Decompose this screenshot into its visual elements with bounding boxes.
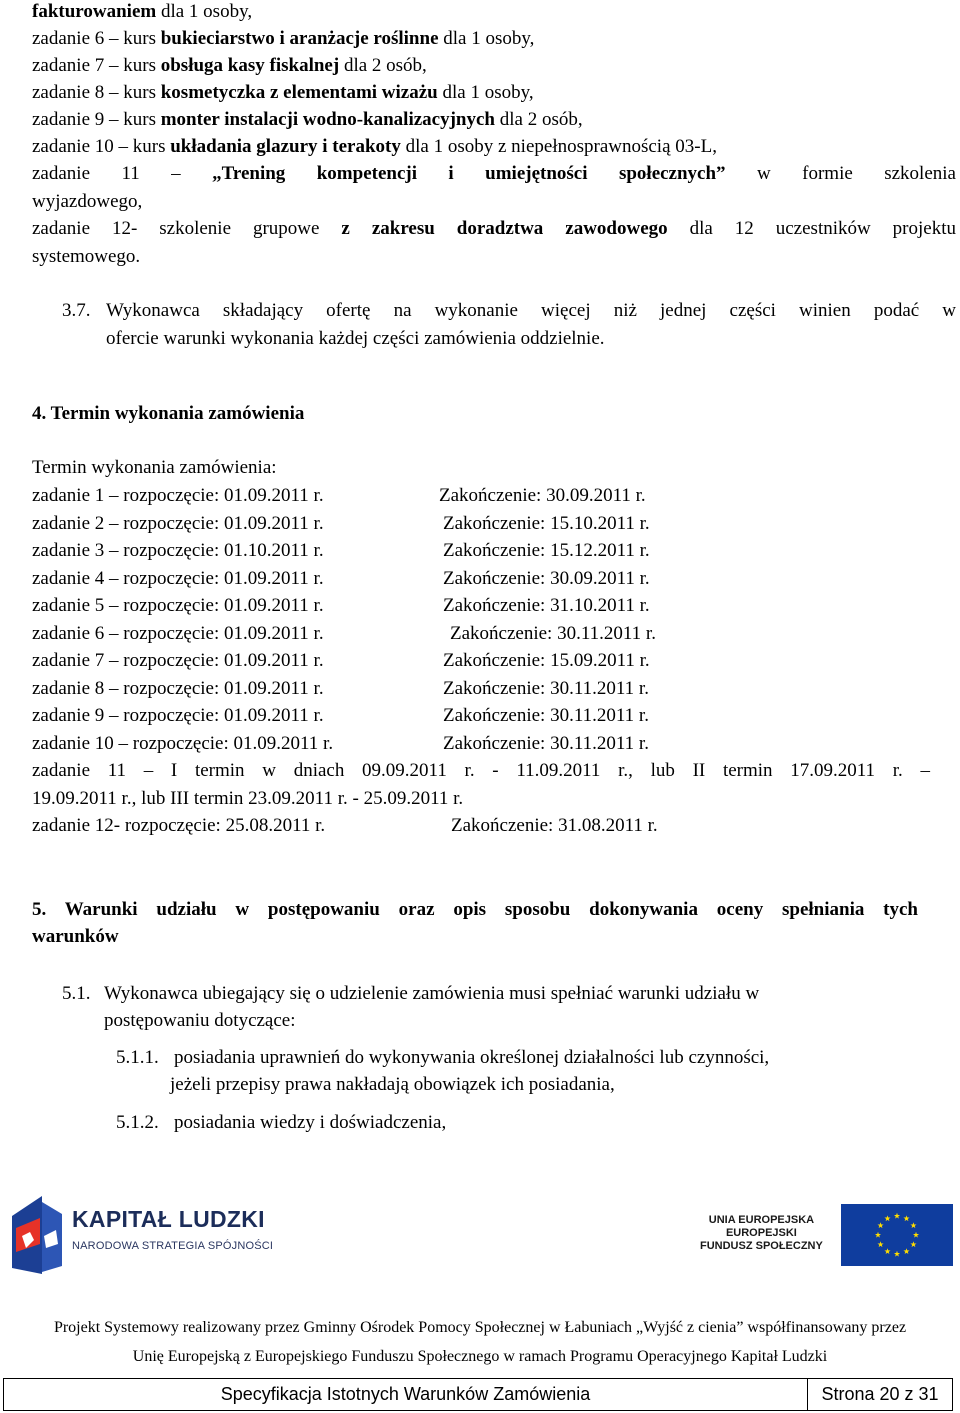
intro-line: [32, 135, 717, 159]
course-name: obsługa kasy fiskalnej: [160, 55, 340, 76]
section-5-1-2-line1: posiadania wiedzy i doświadczenia,: [174, 1112, 447, 1133]
intro-text: dla 1 osoby,: [156, 1, 253, 22]
task-12-name: z zakresu doradztwa zawodowego: [341, 218, 668, 239]
kapital-ludzki-title: KAPITAŁ LUDZKI: [72, 1206, 265, 1232]
schedule-row-start: zadanie 3 – rozpoczęcie: 01.10.2011 r.: [32, 540, 324, 561]
eu-caption-line1: UNIA EUROPEJSKA: [708, 1214, 815, 1226]
section-4-intro: Termin wykonania zamówienia:: [32, 457, 277, 478]
task-12-continuation: systemowego.: [32, 246, 141, 267]
schedule-row-end: Zakończenie: 30.11.2011 r.: [443, 705, 649, 726]
intro-line: [32, 0, 252, 24]
section-5-1-1-line1: posiadania uprawnień do wykonywania określonej działalności lub czynności,: [174, 1047, 770, 1068]
schedule-row-start: zadanie 2 – rozpoczęcie: 01.09.2011 r.: [32, 512, 324, 534]
section-5-1-number: 5.1.: [62, 983, 91, 1004]
intro-text: dla 1 osoby,: [438, 28, 535, 49]
schedule-row-start: zadanie 4 – rozpoczęcie: 01.09.2011 r.: [32, 567, 324, 589]
schedule-row-start: zadanie 8 – rozpoczęcie: 01.09.2011 r.: [32, 677, 324, 699]
eu-esf-caption: [700, 1214, 823, 1253]
intro-text: zadanie 8 – kurs: [32, 82, 161, 103]
schedule-row-end: Zakończenie: 15.10.2011 r.: [443, 512, 650, 534]
intro-text: dla 1 osoby z niepełnosprawnością 03-L,: [400, 136, 717, 157]
task-11-prefix: zadanie 11 –: [32, 163, 213, 184]
schedule-task-11-line1: zadanie 11 – I termin w dniach 09.09.2011 r. - 11.09.2011 r., lub II termin 17.09.2011 r. –: [32, 760, 930, 781]
intro-text: zadanie 7 – kurs: [32, 55, 161, 76]
intro-text: zadanie 9 – kurs: [32, 109, 161, 130]
section-5-1-line1: Wykonawca ubiegający się o udzielenie zamówienia musi spełniać warunki udziału w: [104, 983, 760, 1004]
task-11-description: [32, 162, 956, 186]
intro-line: [32, 81, 534, 105]
schedule-row-start: zadanie 1 – rozpoczęcie: 01.09.2011 r.: [32, 485, 324, 506]
section-3-7-line1: Wykonawca składający ofertę na wykonanie więcej niż jednej części winien podać w: [106, 300, 956, 321]
section-5-heading-line1: 5. Warunki udziału w postępowaniu oraz opis sposobu dokonywania oceny spełniania tych: [32, 899, 918, 920]
course-name: kosmetyczka z elementami wizażu: [160, 82, 438, 103]
schedule-row-start: zadanie 5 – rozpoczęcie: 01.09.2011 r.: [32, 595, 324, 616]
schedule-row-end: Zakończenie: 15.09.2011 r.: [443, 650, 650, 671]
intro-line: [32, 27, 534, 51]
schedule-row-start: zadanie 10 – rozpoczęcie: 01.09.2011 r.: [32, 732, 334, 754]
task-12-description: [32, 217, 956, 241]
schedule-task-11-line2: 19.09.2011 r., lub III termin 23.09.2011 r. - 25.09.2011 r.: [32, 788, 464, 809]
course-name: układania glazury i terakoty: [170, 136, 401, 157]
eu-flag-icon: [841, 1204, 953, 1266]
section-5-1-1-line2: jeżeli przepisy prawa nakładają obowiązek ich posiadania,: [170, 1074, 615, 1095]
task-11-continuation: wyjazdowego,: [32, 191, 143, 212]
intro-text: zadanie 10 – kurs: [32, 136, 171, 157]
eu-caption-line2: EUROPEJSKI: [725, 1227, 797, 1239]
schedule-row-start: zadanie 6 – rozpoczęcie: 01.09.2011 r.: [32, 622, 324, 644]
schedule-row-end: Zakończenie: 30.09.2011 r.: [443, 567, 650, 589]
schedule-row-end: Zakończenie: 30.11.2011 r.: [443, 677, 649, 699]
schedule-row-end: Zakończenie: 31.10.2011 r.: [443, 595, 650, 616]
course-name: fakturowaniem: [32, 1, 157, 22]
eu-caption-line3: FUNDUSZ SPOŁECZNY: [700, 1240, 823, 1252]
task-12-suffix: dla 12 uczestników projektu: [667, 218, 956, 239]
course-name: bukieciarstwo i aranżacje roślinne: [160, 28, 439, 49]
section-5-heading-line2: warunków: [32, 926, 119, 947]
footer-project-line2: Unię Europejską z Europejskiego Funduszu Społecznego w ramach Programu Operacyjnego Kapitał Ludzki: [132, 1348, 828, 1365]
footer-project-line1: Projekt Systemowy realizowany przez Gminny Ośrodek Pomocy Społecznej w Łabuniach „Wyjść z cienia” współfinansowany przez: [53, 1319, 907, 1336]
section-3-7-number: 3.7.: [62, 300, 91, 321]
footer-page-number: Strona 20 z 31: [821, 1384, 939, 1404]
schedule-task-12-end: Zakończenie: 31.08.2011 r.: [451, 815, 658, 836]
section-4-heading: 4. Termin wykonania zamówienia: [32, 403, 305, 424]
intro-line: [32, 108, 583, 132]
task-12-prefix: zadanie 12- szkolenie grupowe: [32, 218, 342, 239]
intro-text: dla 2 osób,: [495, 109, 583, 130]
schedule-row-end: Zakończenie: 30.11.2011 r.: [450, 622, 656, 644]
task-11-name: „Trening kompetencji i umiejętności społecznych”: [212, 163, 726, 184]
section-5-1-line2: postępowaniu dotyczące:: [104, 1010, 296, 1031]
footer-spec-label: Specyfikacja Istotnych Warunków Zamówienia: [4, 1379, 808, 1410]
section-5-1-1-number: 5.1.1.: [116, 1047, 159, 1068]
footer-box: [3, 1378, 953, 1411]
intro-text: dla 1 osoby,: [437, 82, 534, 103]
task-11-suffix: w formie szkolenia: [725, 163, 956, 184]
intro-text: zadanie 6 – kurs: [32, 28, 161, 49]
eu-esf-logo: [676, 1204, 954, 1266]
intro-text: dla 2 osób,: [339, 55, 427, 76]
intro-line: [32, 54, 427, 78]
course-name: monter instalacji wodno-kanalizacyjnych: [160, 109, 495, 130]
schedule-row-start: zadanie 9 – rozpoczęcie: 01.09.2011 r.: [32, 705, 324, 726]
schedule-task-12-start: zadanie 12- rozpoczęcie: 25.08.2011 r.: [32, 815, 326, 836]
schedule-row-start: zadanie 7 – rozpoczęcie: 01.09.2011 r.: [32, 650, 324, 671]
kapital-ludzki-logo: [10, 1196, 274, 1278]
section-3-7-line2: ofercie warunki wykonania każdej części zamówienia oddzielnie.: [106, 328, 605, 349]
kapital-ludzki-subtitle: NARODOWA STRATEGIA SPÓJNOŚCI: [72, 1240, 274, 1252]
kapital-ludzki-emblem-icon: [10, 1196, 70, 1278]
schedule-row-end: Zakończenie: 30.09.2011 r.: [439, 485, 646, 506]
schedule-row-end: Zakończenie: 30.11.2011 r.: [443, 732, 649, 754]
section-5-1-2-number: 5.1.2.: [116, 1112, 159, 1133]
schedule-row-end: Zakończenie: 15.12.2011 r.: [443, 540, 650, 561]
